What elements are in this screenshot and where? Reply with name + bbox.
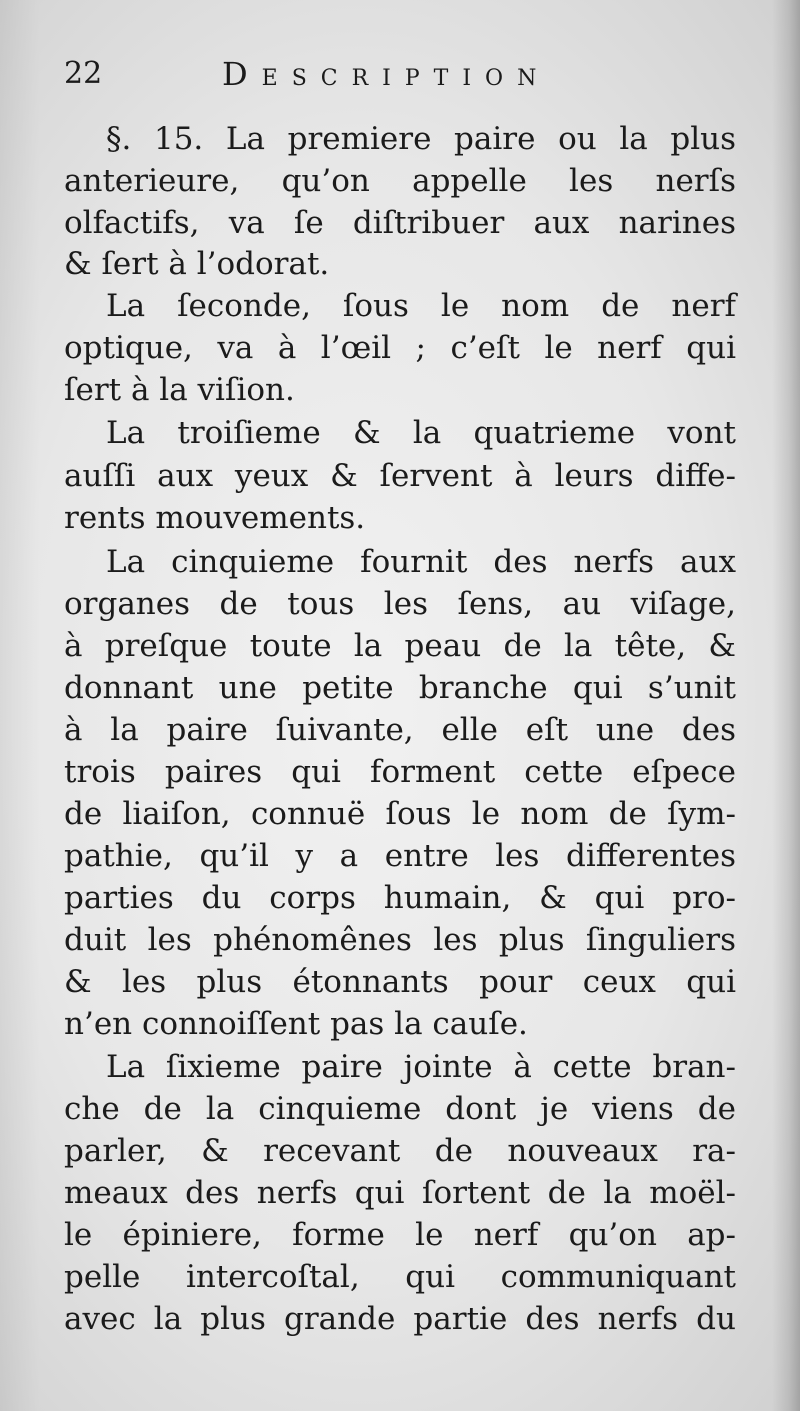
text-line: §. 15. La premiere paire ou la plus [106, 121, 736, 157]
text-line: le épiniere, forme le nerf qu’on ap- [64, 1217, 736, 1253]
text-line: che de la cinquieme dont je viens de [64, 1091, 736, 1127]
page-gutter-shadow [0, 0, 40, 1411]
text-line: La troiſieme & la quatrieme vont [106, 415, 736, 451]
text-line: olfactifs, va ſe diſtribuer aux narines [64, 205, 736, 241]
text-line: meaux des nerfs qui ſortent de la moël- [64, 1175, 736, 1211]
text-line: duit les phénomênes les plus ſinguliers [64, 922, 736, 958]
text-line: auſſi aux yeux & ſervent à leurs diffe- [64, 458, 736, 494]
text-line: à preſque toute la peau de la tête, & [64, 628, 736, 664]
text-line: La cinquieme fournit des nerfs aux [106, 544, 736, 580]
text-line: parler, & recevant de nouveaux ra- [64, 1133, 736, 1169]
text-line: ſert à la viſion. [64, 372, 295, 408]
text-line: rents mouvements. [64, 500, 366, 536]
text-line: La ſixieme paire jointe à cette bran- [106, 1049, 736, 1085]
text-line: donnant une petite branche qui s’unit [64, 670, 736, 706]
text-line: de liaiſon, connuë ſous le nom de ſym- [64, 796, 736, 832]
text-line: trois paires qui forment cette eſpece [64, 754, 736, 790]
text-line: anterieure, qu’on appelle les nerſs [64, 163, 736, 199]
text-line: optique, va à l’œil ; c’eſt le nerf qui [64, 330, 736, 366]
text-line: avec la plus grande partie des nerfs du [64, 1301, 736, 1337]
running-title: Description [222, 55, 551, 93]
page-edge-shadow [772, 0, 800, 1411]
text-line: La ſeconde, ſous le nom de nerf [106, 288, 736, 324]
text-line: organes de tous les ſens, au viſage, [64, 586, 736, 622]
text-line: pelle intercoſtal, qui communiquant [64, 1259, 736, 1295]
text-line: n’en connoiſſent pas la cauſe. [64, 1006, 528, 1042]
page-number: 22 [64, 56, 103, 91]
text-line: à la paire ſuivante, elle eſt une des [64, 712, 736, 748]
text-line: parties du corps humain, & qui pro- [64, 880, 736, 916]
text-line: pathie, qu’il y a entre les differentes [64, 838, 736, 874]
text-line: & ſert à l’odorat. [64, 246, 330, 282]
text-line: & les plus étonnants pour ceux qui [64, 964, 736, 1000]
